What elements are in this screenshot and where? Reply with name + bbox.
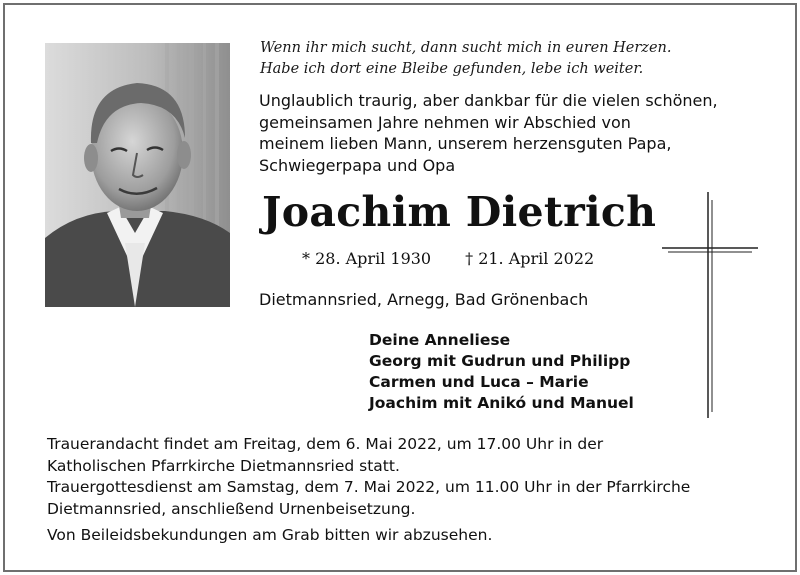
closing-line: Von Beileidsbekundungen am Grab bitten wir abzusehen. — [47, 526, 493, 544]
places: Dietmannsried, Arnegg, Bad Grönenbach — [259, 290, 589, 309]
deceased-name: Joachim Dietrich — [262, 188, 657, 236]
service-line: Katholischen Pfarrkirche Dietmannsried statt. — [47, 456, 400, 475]
intro-line: Unglaublich traurig, aber dankbar für die vielen schönen, — [259, 91, 718, 110]
death-date: † 21. April 2022 — [465, 249, 595, 268]
service-line: Trauergottesdienst am Samstag, dem 7. Mai 2022, um 11.00 Uhr in der Pfarrkirche — [47, 478, 691, 496]
intro-text — [259, 90, 779, 176]
family-member: Joachim mit Anikó und Manuel — [369, 394, 634, 412]
family-member: Georg mit Gudrun und Philipp — [369, 352, 631, 370]
intro-line: gemeinsamen Jahre nehmen wir Abschied von — [259, 112, 631, 132]
intro-line: Schwiegerpapa und Opa — [259, 155, 456, 175]
quote-line: Wenn ihr mich sucht, dann sucht mich in euren Herzen. — [260, 40, 672, 56]
cross-icon — [660, 190, 760, 420]
quote-line: Habe ich dort eine Bleibe gefunden, lebe ich weiter. — [260, 61, 644, 77]
family-member: Deine Anneliese — [369, 331, 511, 349]
portrait-photo — [45, 43, 230, 307]
family-member: Carmen und Luca – Marie — [369, 373, 589, 391]
service-line: Trauerandacht findet am Freitag, dem 6. Mai 2022, um 17.00 Uhr in der — [47, 435, 604, 453]
birth-date: * 28. April 1930 — [302, 249, 432, 268]
service-info — [47, 434, 777, 547]
memorial-quote — [260, 38, 780, 80]
service-line: Dietmannsried, anschließend Urnenbeisetzung. — [47, 499, 416, 518]
intro-line: meinem lieben Mann, unserem herzensguten Papa, — [259, 134, 672, 153]
life-dates — [302, 248, 594, 270]
family-list — [369, 330, 634, 414]
